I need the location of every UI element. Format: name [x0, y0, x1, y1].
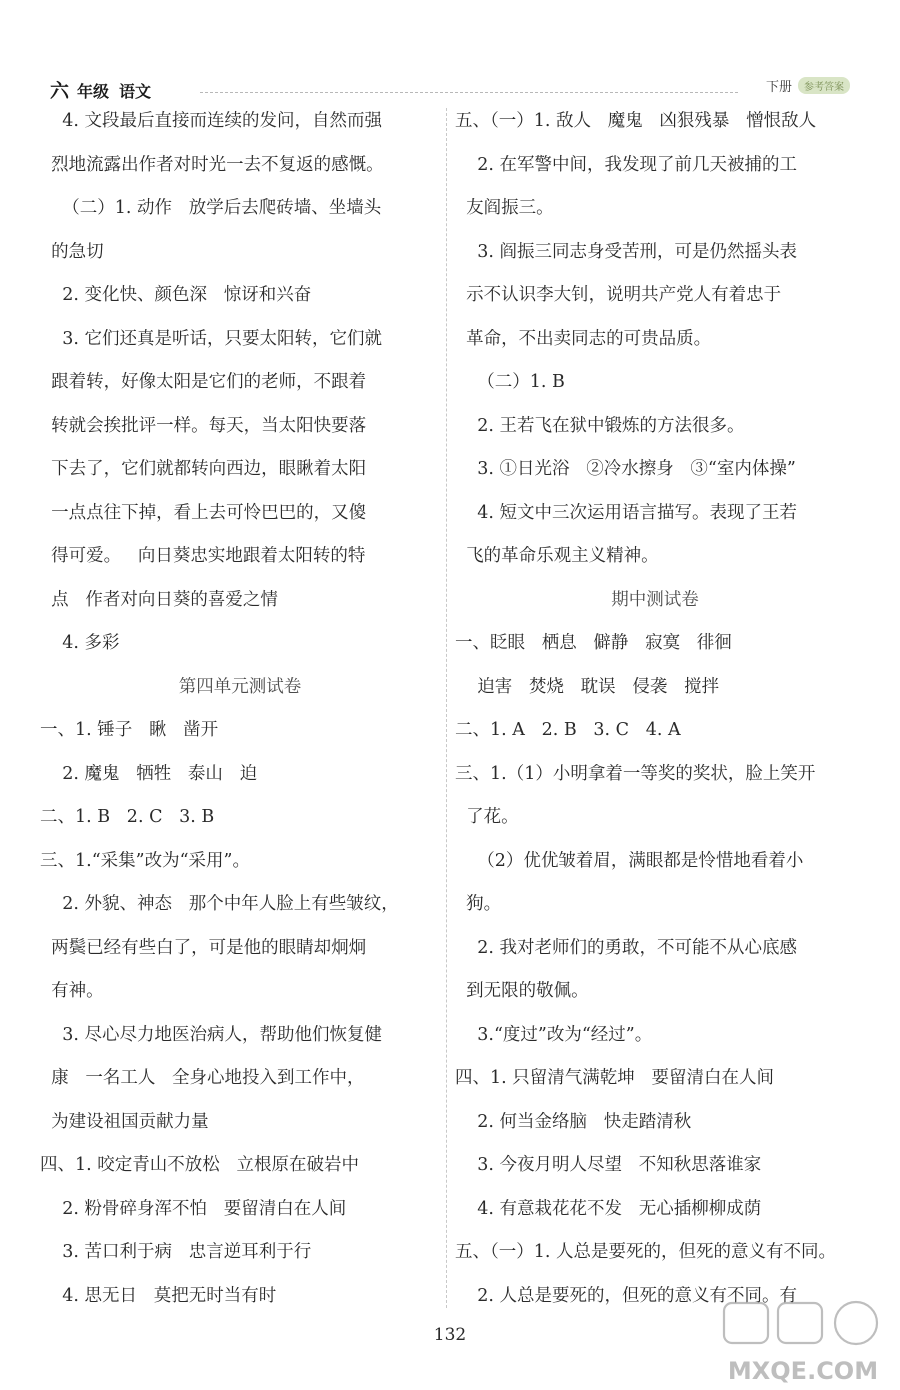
section-heading: 第四单元测试卷 [178, 676, 302, 697]
answer-line: 两鬓已经有些白了，可是他的眼睛却炯炯 [40, 937, 367, 958]
answer-line: 下去了，它们就都转向西边，眼瞅着太阳 [40, 459, 367, 479]
answer-line: 得可爱。 向日葵忠实地跟着太阳转的特 [40, 546, 366, 566]
answer-line: 2. 何当金络脑 快走踏清秋 [455, 1111, 692, 1132]
answer-line: （2）优优皱着眉，满眼都是怜惜地看着小 [455, 850, 804, 871]
answer-line: 三、1.（1）小明拿着一等奖的奖状，脸上笑开 [455, 763, 816, 784]
watermark-logo [718, 1295, 888, 1387]
header-volume [766, 76, 850, 95]
answer-line: 4. 思无日 莫把无时当有时 [40, 1285, 277, 1306]
answer-line: 了花。 [455, 807, 519, 827]
answer-line: 2. 在军警中间，我发现了前几天被捕的工 [455, 154, 798, 175]
subject-label: 语文 [119, 82, 152, 101]
answer-line: 三、1.“采集”改为“采用”。 [40, 850, 250, 871]
answer-line: 五、（一）1. 敌人 魔鬼 凶狠残暴 憎恨敌人 [455, 111, 817, 131]
answer-line: 一、眨眼 栖息 僻静 寂寞 徘徊 [455, 633, 732, 653]
answer-line: 五、（一）1. 人总是要死的，但死的意义有不同。 [455, 1242, 837, 1262]
answer-line: 转就会挨批评一样。每天，当太阳快要落 [40, 415, 367, 436]
answer-line: 点 作者对向日葵的喜爱之情 [40, 589, 278, 610]
answer-badge: 参考答案 [798, 77, 850, 94]
answer-line: 4. 有意栽花花不发 无心插柳柳成荫 [455, 1198, 762, 1219]
answer-line: 3.“度过”改为“经过”。 [455, 1024, 653, 1045]
column-divider [446, 108, 447, 1308]
answer-line: 四、1. 咬定青山不放松 立根原在破岩中 [40, 1155, 359, 1175]
answer-line: （二）1. 动作 放学后去爬砖墙、坐墙头 [40, 198, 382, 218]
left-column [40, 100, 440, 1318]
answer-line: 4. 文段最后直接而连续的发问，自然而强 [40, 111, 383, 131]
answer-line: 示不认识李大钊，说明共产党人有着忠于 [455, 285, 782, 305]
answer-line: 康 一名工人 全身心地投入到工作中， [40, 1068, 365, 1088]
grade-label: 年级 [77, 82, 110, 101]
answer-line: 跟着转，好像太阳是它们的老师，不跟着 [40, 372, 367, 392]
answer-line: 一、1. 锤子 瞅 凿开 [40, 720, 219, 740]
answer-line: 2. 外貌、神态 那个中年人脸上有些皱纹， [40, 894, 399, 914]
header-grade-subject [50, 76, 151, 103]
answer-line: 2. 王若飞在狱中锻炼的方法很多。 [455, 415, 745, 436]
answer-line: 3. 今夜月明人尽望 不知秋思落谁家 [455, 1155, 762, 1175]
answer-line: 烈地流露出作者对时光一去不复返的感慨。 [40, 154, 384, 175]
answer-line: 3. 它们还真是听话，只要太阳转，它们就 [40, 328, 383, 349]
right-column [455, 100, 855, 1318]
answer-line: 为建设祖国贡献力量 [40, 1111, 209, 1132]
page-number: 132 [433, 1325, 467, 1345]
volume-label: 下册 [765, 80, 792, 95]
answer-line: 2. 我对老师们的勇敢，不可能不从心底感 [455, 937, 798, 958]
answer-line: 二、1. B 2. C 3. B [40, 807, 215, 827]
answer-line: 狗。 [455, 894, 502, 914]
answer-line: 3. 苦口利于病 忠言逆耳利于行 [40, 1242, 312, 1262]
answer-line: 2. 魔鬼 牺牲 泰山 迫 [40, 763, 258, 784]
answer-line: 的急切 [40, 241, 104, 262]
answer-line: 革命，不出卖同志的可贵品质。 [455, 328, 712, 349]
watermark-url: MXQE.COM [727, 1357, 879, 1385]
answer-line: （二）1. B [455, 372, 565, 392]
answer-line: 有神。 [40, 981, 104, 1001]
answer-line: 2. 粉骨碎身浑不怕 要留清白在人间 [40, 1198, 347, 1219]
answer-line: 4. 短文中三次运用语言描写。表现了王若 [455, 502, 798, 523]
answer-line: 二、1. A 2. B 3. C 4. A [455, 720, 681, 740]
section-heading: 期中测试卷 [611, 589, 699, 610]
answer-line: 3. ①日光浴 ②冷水擦身 ③“室内体操” [455, 459, 796, 479]
answer-line: 2. 变化快、颜色深 惊讶和兴奋 [40, 285, 312, 305]
answer-line: 迫害 焚烧 耽误 侵袭 搅拌 [455, 676, 720, 697]
grade-number: 六 [50, 80, 70, 102]
answer-line: 3. 阎振三同志身受苦刑，可是仍然摇头表 [455, 241, 798, 262]
answer-line: 飞的革命乐观主义精神。 [455, 546, 659, 566]
answer-line: 四、1. 只留清气满乾坤 要留清白在人间 [455, 1068, 774, 1088]
answer-line: 到无限的敬佩。 [455, 981, 589, 1001]
answer-line: 友阎振三。 [455, 198, 554, 218]
answer-line: 一点点往下掉，看上去可怜巴巴的，又傻 [40, 502, 367, 523]
answer-line: 3. 尽心尽力地医治病人，帮助他们恢复健 [40, 1024, 383, 1045]
answer-line: 4. 多彩 [40, 633, 120, 653]
answer-line: 2. 人总是要死的，但死的意义有不同。有 [455, 1285, 798, 1306]
header-rule [200, 92, 738, 93]
